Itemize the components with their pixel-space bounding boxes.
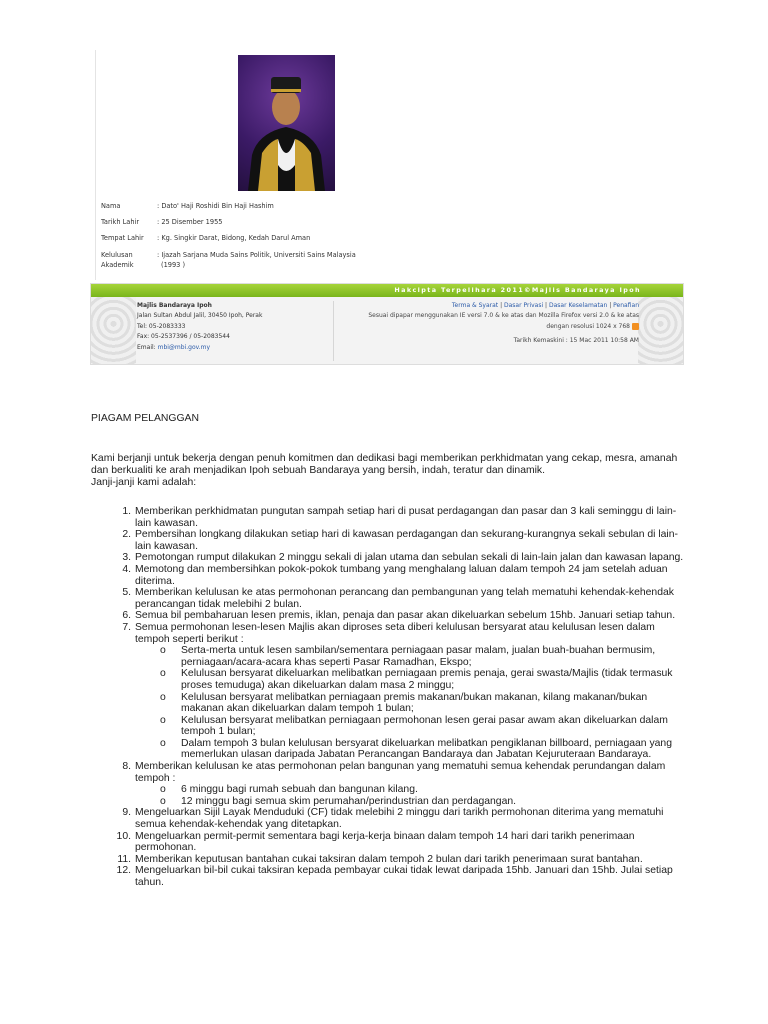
decorative-pattern-right xyxy=(638,297,683,364)
sub-item-text: Serta-merta untuk lesen sambilan/sementara perniagaan pasar malam, jualan buah-buahan bermusim, perniagaan/acara-acara khas seperti Pasar Ramadhan, Ekspo; xyxy=(181,645,656,668)
sub-item xyxy=(135,784,691,796)
portrait-photo xyxy=(238,55,335,191)
bullet: o xyxy=(160,714,166,726)
list-item xyxy=(91,564,691,587)
compat-note: Sesuai dipapar menggunakan IE versi 7.0 & ke atas dan Mozilla Firefox versi 2.0 & ke atas xyxy=(368,312,639,320)
profile-label: Tarikh Lahir xyxy=(101,218,140,226)
pledge-list xyxy=(91,506,691,889)
list-item xyxy=(91,506,691,529)
link-privacy[interactable]: Dasar Privasi xyxy=(504,302,544,309)
sub-item xyxy=(135,645,691,668)
item-text: Memotong dan membersihkan pokok-pokok tumbang yang menghalang laluan dalam tempoh 24 jam setelah aduan diterima. xyxy=(135,563,668,587)
sub-item-text: 6 minggu bagi rumah sebuah dan bangunan kilang. xyxy=(181,784,418,796)
sub-item xyxy=(135,715,691,738)
email-link[interactable]: mbi@mbi.gov.my xyxy=(157,343,211,351)
item-text: Pembersihan longkang dilakukan setiap hari di kawasan perdagangan dan sekurang-kurangnya sekali sebulan di lain-lain kawasan. xyxy=(135,529,678,552)
profile-value: : Ijazah Sarjana Muda Sains Politik, Universiti Sains Malaysia xyxy=(157,251,356,259)
item-text: Memberikan kelulusan ke atas permohonan pelan bangunan yang mematuhi semua kehendak perundangan dalam tempoh : xyxy=(135,761,666,784)
profile-value: : Dato' Haji Roshidi Bin Haji Hashim xyxy=(157,202,274,210)
intro-paragraph: Kami berjanji untuk bekerja dengan penuh komitmen dan dedikasi bagi memberikan perkhidmatan yang cekap, mesra, amanah dan berkualiti ke arah menjadikan Ipoh sebuah Bandaraya yang bersih, indah, teratur dan dinamik. xyxy=(91,453,678,476)
decorative-pattern-left xyxy=(91,297,136,364)
profile-value: (1993 ) xyxy=(161,261,186,269)
sub-item-text: 12 minggu bagi semua skim perumahan/perindustrian dan perdagangan. xyxy=(181,795,517,807)
profile-label: Akademik xyxy=(101,261,134,269)
copyright-bar xyxy=(91,284,683,297)
list-item xyxy=(91,587,691,610)
profile-label: Nama xyxy=(101,202,121,210)
link-disclaimer[interactable]: Penafian xyxy=(613,302,639,309)
bullet: o xyxy=(160,784,166,796)
item-number: 1. xyxy=(122,506,131,517)
sub-item-text: Kelulusan bersyarat dikeluarkan melibatkan perniagaan premis penaja, gerai swasta/Majlis (tidak termasuk proses temuduga) akan dikeluarkan dalam masa 2 minggu; xyxy=(181,668,673,691)
list-item xyxy=(91,761,691,807)
item-text: Semua bil pembaharuan lesen premis, iklan, penaja dan pasar akan dikeluarkan sebelum 15hb. Januari setiap tahun. xyxy=(135,610,676,622)
rss-icon[interactable] xyxy=(632,323,639,330)
item-text: Memberikan kelulusan ke atas permohonan perancang dan pembangunan yang telah mematuhi kehendak-kehendak perancangan tidak melebihi 2 bulan. xyxy=(135,587,674,610)
bullet: o xyxy=(160,668,166,680)
link-safety[interactable]: Dasar Keselamatan xyxy=(548,302,608,309)
intro xyxy=(91,453,691,489)
document-title: PIAGAM PELANGGAN xyxy=(91,413,199,424)
list-item xyxy=(91,552,691,564)
sub-item xyxy=(135,692,691,715)
sub-item xyxy=(135,738,691,761)
item-text: Mengeluarkan Sijil Layak Menduduki (CF) tidak melebihi 2 minggu dari tarikh permohonan diterima yang mematuhi semua kehendak-kehendak yang ditetapkan. xyxy=(135,807,664,831)
item-number: 9. xyxy=(122,807,131,819)
profile-value: : Kg. Singkir Darat, Bidong, Kedah Darul Aman xyxy=(157,234,311,242)
item-number: 7. xyxy=(122,621,131,633)
link-terms[interactable]: Terma & Syarat xyxy=(451,302,499,309)
address: Jalan Sultan Abdul Jalil, 30450 Ipoh, Perak xyxy=(137,312,263,320)
item-text: Mengeluarkan bil-bil cukai taksiran kepada pembayar cukai tidak lewat daripada 15hb. Januari dan 15hb. Julai setiap tahun. xyxy=(135,865,673,888)
list-item xyxy=(91,865,691,888)
item-number: 12. xyxy=(116,865,131,877)
sub-item-text: Dalam tempoh 3 bulan kelulusan bersyarat dikeluarkan melibatkan pengiklanan billboard, perniagaan yang memerlukan ulasan daripada Jabatan Perancangan Bandaraya dan Jabatan Kejuruteraan Bandaraya. xyxy=(181,737,672,761)
list-item xyxy=(91,807,691,830)
intro-lead: Janji-janji kami adalah: xyxy=(91,477,197,488)
org-name: Majlis Bandaraya Ipoh xyxy=(137,302,212,309)
profile-label: Kelulusan xyxy=(101,251,133,259)
bullet: o xyxy=(160,691,166,703)
profile-value: : 25 Disember 1955 xyxy=(157,218,223,226)
item-number: 8. xyxy=(122,761,131,773)
list-item xyxy=(91,610,691,622)
sub-item-text: Kelulusan bersyarat melibatkan perniagaan premis makanan/bukan makanan, kilang makanan/bukan makanan akan dikeluarkan dalam tempoh 1 bulan; xyxy=(181,691,648,715)
last-updated: Tarikh Kemaskini : 15 Mac 2011 10:58 AM xyxy=(513,337,639,345)
resolution-text: dengan resolusi 1024 x 768 xyxy=(546,322,630,330)
sub-item xyxy=(135,796,691,808)
item-number: 10. xyxy=(116,830,131,842)
sub-item xyxy=(135,668,691,691)
list-item xyxy=(91,831,691,854)
email-line xyxy=(137,343,333,353)
item-number: 2. xyxy=(122,529,131,541)
profile-label: Tempat Lahir xyxy=(101,234,144,242)
item-number: 11. xyxy=(117,853,131,865)
footer-links: Terma & Syarat | Dasar Privasi | Dasar Keselamatan | Penafian xyxy=(451,302,639,309)
item-number: 6. xyxy=(122,610,131,622)
sub-item-text: Kelulusan bersyarat melibatkan perniagaan permohonan lesen gerai pasar awam akan dikeluarkan dalam tempoh 1 bulan; xyxy=(181,714,668,738)
bullet: o xyxy=(160,645,166,657)
footer-links-block xyxy=(329,301,639,347)
item-text: Memberikan keputusan bantahan cukai taksiran dalam tempoh 2 bulan dari tarikh penerimaan surat bantahan. xyxy=(135,853,643,865)
site-footer-banner xyxy=(90,283,684,365)
list-item xyxy=(91,854,691,866)
bullet: o xyxy=(160,795,166,807)
fax: Fax: 05-2537396 / 05-2083544 xyxy=(137,333,230,341)
item-number: 3. xyxy=(122,552,131,564)
item-number: 5. xyxy=(122,587,131,599)
list-item xyxy=(91,622,691,761)
compat-note-2 xyxy=(329,322,639,332)
list-item xyxy=(91,529,691,552)
profile-frame xyxy=(95,50,686,280)
item-text: Semua permohonan lesen-lesen Majlis akan diproses seta diberi kelulusan bersyarat atau kelulusan lesen dalam tempoh seperti berikut : xyxy=(135,621,655,645)
telephone: Tel: 05-2083333 xyxy=(137,322,186,330)
contact-info xyxy=(137,301,334,361)
item-text: Pemotongan rumput dilakukan 2 minggu sekali di jalan utama dan sebulan sekali di lain-lain jalan dan kawasan lapang. xyxy=(135,552,684,564)
item-number: 4. xyxy=(122,563,131,575)
item-text: Memberikan perkhidmatan pungutan sampah setiap hari di pusat perdagangan dan pasar dan 3 kali seminggu di lain-lain kawasan. xyxy=(135,506,677,529)
email-label: Email: xyxy=(137,343,156,351)
bullet: o xyxy=(160,737,166,749)
copyright-text: Hakcipta Terpelihara 2011©Majlis Bandaraya Ipoh xyxy=(394,286,641,294)
item-text: Mengeluarkan permit-permit sementara bagi kerja-kerja binaan dalam tempoh 14 hari dari tarikh penerimaan permohonan. xyxy=(135,830,635,854)
